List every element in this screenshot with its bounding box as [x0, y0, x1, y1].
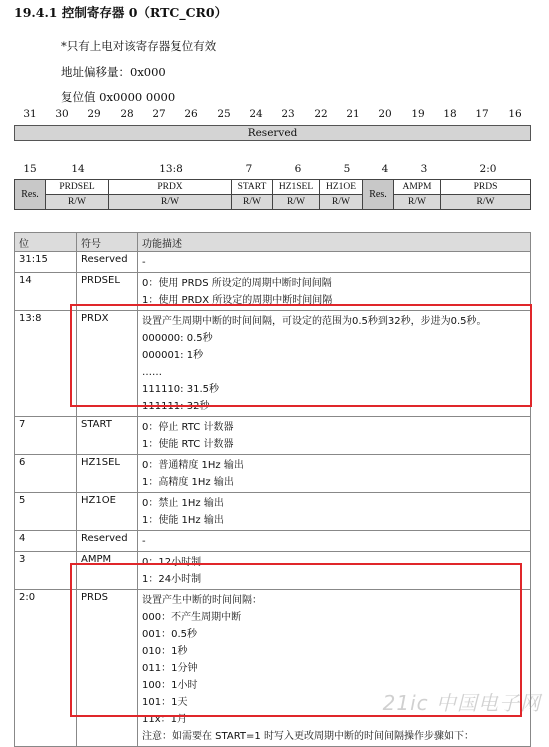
bit-number: 14: [71, 163, 85, 175]
row-desc-line: -: [142, 257, 146, 268]
table-row: [15, 493, 531, 531]
row-bit: 3: [15, 552, 77, 590]
table-header-row: [15, 233, 531, 252]
field-start: START: [232, 180, 273, 195]
lower-bit-numbers: [14, 163, 531, 177]
row-desc-line: 1：使能 RTC 计数器: [142, 439, 234, 450]
row-desc-line: 0：禁止 1Hz 输出: [142, 498, 224, 509]
reserved-field: Res.: [15, 180, 46, 210]
row-symbol: Reserved: [77, 252, 138, 273]
row-symbol: Reserved: [77, 531, 138, 552]
row-desc-line: 010：1秒: [142, 646, 188, 657]
field-ampm: AMPM: [394, 180, 441, 195]
row-desc-line: 000001: 1秒: [142, 350, 204, 361]
upper-bit-numbers: [14, 108, 531, 122]
table-row: [15, 552, 531, 590]
bit-number: 13:8: [159, 163, 183, 175]
bit-number: 7: [245, 163, 253, 175]
row-desc-line: 100：1小时: [142, 680, 198, 691]
row-desc-line: ……: [142, 367, 162, 378]
table-row: [15, 590, 531, 747]
table-row: [15, 252, 531, 273]
row-desc-line: 0：12小时制: [142, 557, 202, 568]
row-desc-line: 111110: 31.5秒: [142, 384, 219, 395]
access-type: R/W: [46, 195, 109, 210]
bit-number: 19: [411, 108, 425, 120]
bit-number: 31: [23, 108, 37, 120]
row-desc-line: 1：使能 1Hz 输出: [142, 515, 224, 526]
row-desc-line: 0：停止 RTC 计数器: [142, 422, 234, 433]
row-symbol: PRDS: [77, 590, 138, 747]
bit-number: 15: [23, 163, 37, 175]
row-desc-line: 0：使用 PRDS 所设定的周期中断时间间隔: [142, 278, 332, 289]
row-symbol: START: [77, 417, 138, 455]
bit-number: 4: [381, 163, 389, 175]
table-row: [15, 455, 531, 493]
row-desc-line: 001：0.5秒: [142, 629, 197, 640]
reset-value: 复位值 0x0000 0000: [61, 90, 176, 104]
bit-number: 23: [281, 108, 295, 120]
row-symbol: AMPM: [77, 552, 138, 590]
row-desc-line: 101：1天: [142, 697, 188, 708]
reserved-field: Res.: [363, 180, 394, 210]
field-hz1sel: HZ1SEL: [273, 180, 320, 195]
bit-number: 6: [294, 163, 302, 175]
section-title: 19.4.1 控制寄存器 0（RTC_CR0）: [14, 5, 228, 20]
access-type: R/W: [320, 195, 363, 210]
upper-reserved-field: Reserved: [14, 125, 531, 141]
register-field-map: [14, 179, 531, 210]
field-prdsel: PRDSEL: [46, 180, 109, 195]
row-symbol: PRDX: [77, 311, 138, 417]
row-desc-line: 000000: 0.5秒: [142, 333, 213, 344]
row-desc-line: 1：24小时制: [142, 574, 202, 585]
row-desc-line: 000：不产生周期中断: [142, 612, 242, 623]
row-desc-line: 111111: 32秒: [142, 401, 210, 412]
bit-number: 18: [443, 108, 457, 120]
access-type: R/W: [441, 195, 531, 210]
access-type: R/W: [109, 195, 232, 210]
row-bit: 14: [15, 273, 77, 311]
access-type: R/W: [273, 195, 320, 210]
header-symbol: 符号: [77, 233, 138, 252]
bit-number: 29: [87, 108, 101, 120]
field-hz1oe: HZ1OE: [320, 180, 363, 195]
row-desc-line: 1：使用 PRDX 所设定的周期中断时间间隔: [142, 295, 333, 306]
row-desc-line: 设置产生中断的时间间隔：: [142, 595, 262, 606]
row-desc-line: 11x：1月: [142, 714, 188, 725]
row-symbol: HZ1OE: [77, 493, 138, 531]
row-desc-line: 注意：如需要在 START=1 时写入更改周期中断的时间间隔操作步骤如下：: [142, 731, 474, 742]
bit-number: 20: [378, 108, 392, 120]
bit-description-table: [14, 232, 531, 747]
bit-number: 3: [420, 163, 428, 175]
row-bit: 7: [15, 417, 77, 455]
row-desc-line: 1：高精度 1Hz 输出: [142, 477, 234, 488]
access-type: R/W: [394, 195, 441, 210]
row-bit: 2:0: [15, 590, 77, 747]
bit-number: 28: [120, 108, 134, 120]
bit-number: 30: [55, 108, 69, 120]
table-row: [15, 417, 531, 455]
table-row: [15, 531, 531, 552]
row-bit: 4: [15, 531, 77, 552]
table-row: [15, 273, 531, 311]
bit-number: 26: [184, 108, 198, 120]
bit-number: 5: [343, 163, 351, 175]
bit-number: 22: [314, 108, 328, 120]
row-symbol: PRDSEL: [77, 273, 138, 311]
field-prds: PRDS: [441, 180, 531, 195]
bit-number: 24: [249, 108, 263, 120]
bit-number: 17: [475, 108, 489, 120]
bit-number: 27: [152, 108, 166, 120]
row-desc-line: -: [142, 536, 146, 547]
bit-number: 25: [217, 108, 231, 120]
row-bit: 5: [15, 493, 77, 531]
row-bit: 31:15: [15, 252, 77, 273]
row-bit: 6: [15, 455, 77, 493]
field-prdx: PRDX: [109, 180, 232, 195]
header-description: 功能描述: [138, 233, 531, 252]
address-offset: 地址偏移量：0x000: [61, 65, 166, 79]
bit-number: 16: [508, 108, 522, 120]
table-row: [15, 311, 531, 417]
reset-note: *只有上电对该寄存器复位有效: [61, 39, 217, 53]
header-bit: 位: [15, 233, 77, 252]
row-symbol: HZ1SEL: [77, 455, 138, 493]
row-desc-line: 0：普通精度 1Hz 输出: [142, 460, 244, 471]
row-bit: 13:8: [15, 311, 77, 417]
watermark-logo: 21ic 中国电子网: [382, 691, 541, 715]
bit-number: 21: [346, 108, 360, 120]
row-desc-line: 设置产生周期中断的时间间隔，可设定的范围为0.5秒到32秒，步进为0.5秒。: [142, 316, 487, 327]
row-desc-line: 011：1分钟: [142, 663, 198, 674]
bit-number: 2:0: [479, 163, 497, 175]
access-type: R/W: [232, 195, 273, 210]
